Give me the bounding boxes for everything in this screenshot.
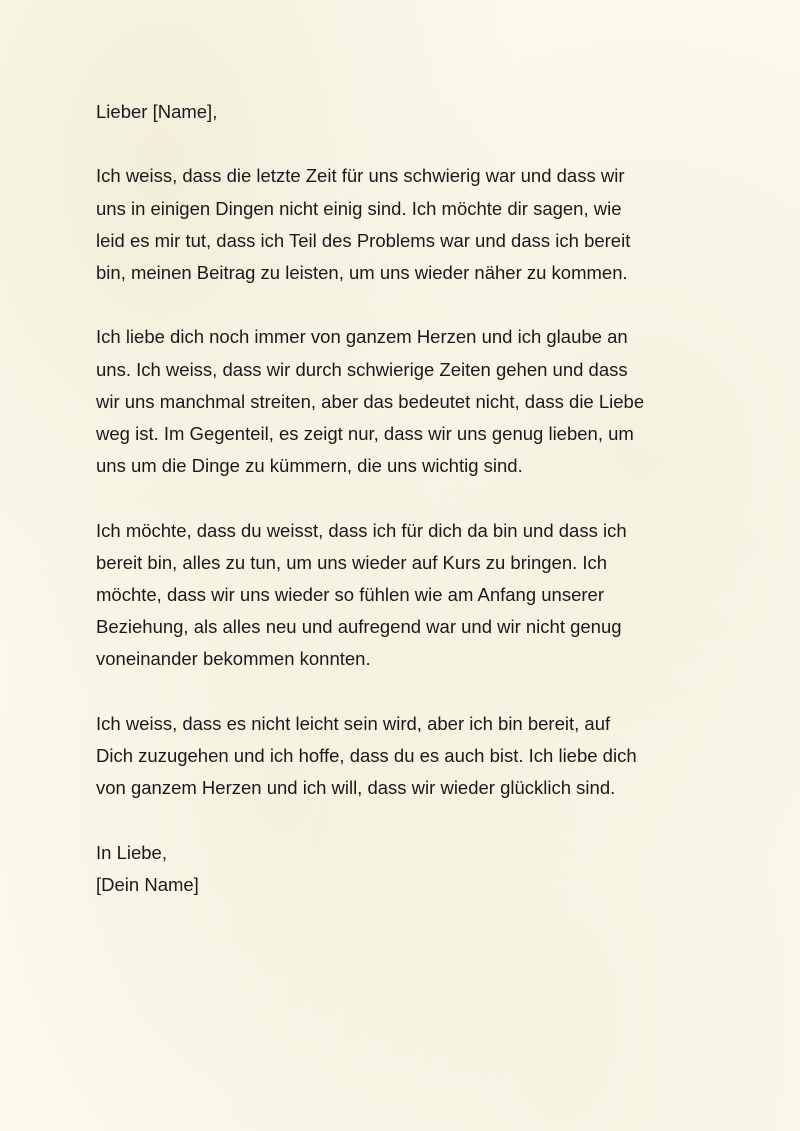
paragraph-line: von ganzem Herzen und ich will, dass wir wieder glücklich sind. — [96, 777, 616, 799]
paragraph-line: Ich liebe dich noch immer von ganzem Herzen und ich glaube an — [96, 326, 628, 348]
paragraph-2 — [96, 321, 716, 482]
paragraph-line: uns. Ich weiss, dass wir durch schwierige Zeiten gehen und dass — [96, 358, 628, 380]
paragraph-line: möchte, dass wir uns wieder so fühlen wie am Anfang unserer — [96, 584, 604, 605]
paragraph-line: Ich möchte, dass du weisst, dass ich für dich da bin und dass ich — [96, 519, 627, 541]
closing-block — [96, 837, 716, 901]
paragraph-line: Ich weiss, dass es nicht leicht sein wird, aber ich bin bereit, auf — [96, 712, 611, 734]
signature-text: [Dein Name] — [96, 873, 199, 895]
paragraph-3 — [96, 515, 716, 676]
paragraph-line: Ich weiss, dass die letzte Zeit für uns schwierig war und dass wir — [96, 165, 625, 187]
closing-text: In Liebe, — [96, 841, 167, 863]
salutation-text: Lieber [Name], — [96, 101, 218, 122]
paragraph-line: weg ist. Im Gegenteil, es zeigt nur, dass wir uns genug lieben, um — [96, 423, 634, 444]
paragraph-line: Beziehung, als alles neu und aufregend war und wir nicht genug — [96, 616, 622, 638]
paragraph-1 — [96, 160, 716, 289]
paragraph-line: Dich zuzugehen und ich hoffe, dass du es auch bist. Ich liebe dich — [96, 745, 637, 766]
paragraph-line: voneinander bekommen konnten. — [96, 648, 371, 670]
letter-body — [96, 96, 716, 901]
paragraph-line: uns um die Dinge zu kümmern, die uns wichtig sind. — [96, 455, 523, 477]
paragraph-4 — [96, 708, 716, 805]
paragraph-line: leid es mir tut, dass ich Teil des Problems war und dass ich bereit — [96, 229, 631, 251]
salutation — [96, 96, 716, 128]
paragraph-line: uns in einigen Dingen nicht einig sind. Ich möchte dir sagen, wie — [96, 197, 622, 219]
paragraph-line: bereit bin, alles zu tun, um uns wieder auf Kurs zu bringen. Ich — [96, 551, 608, 573]
paragraph-line: bin, meinen Beitrag zu leisten, um uns wieder näher zu kommen. — [96, 262, 628, 283]
paragraph-line: wir uns manchmal streiten, aber das bedeutet nicht, dass die Liebe — [96, 390, 645, 412]
